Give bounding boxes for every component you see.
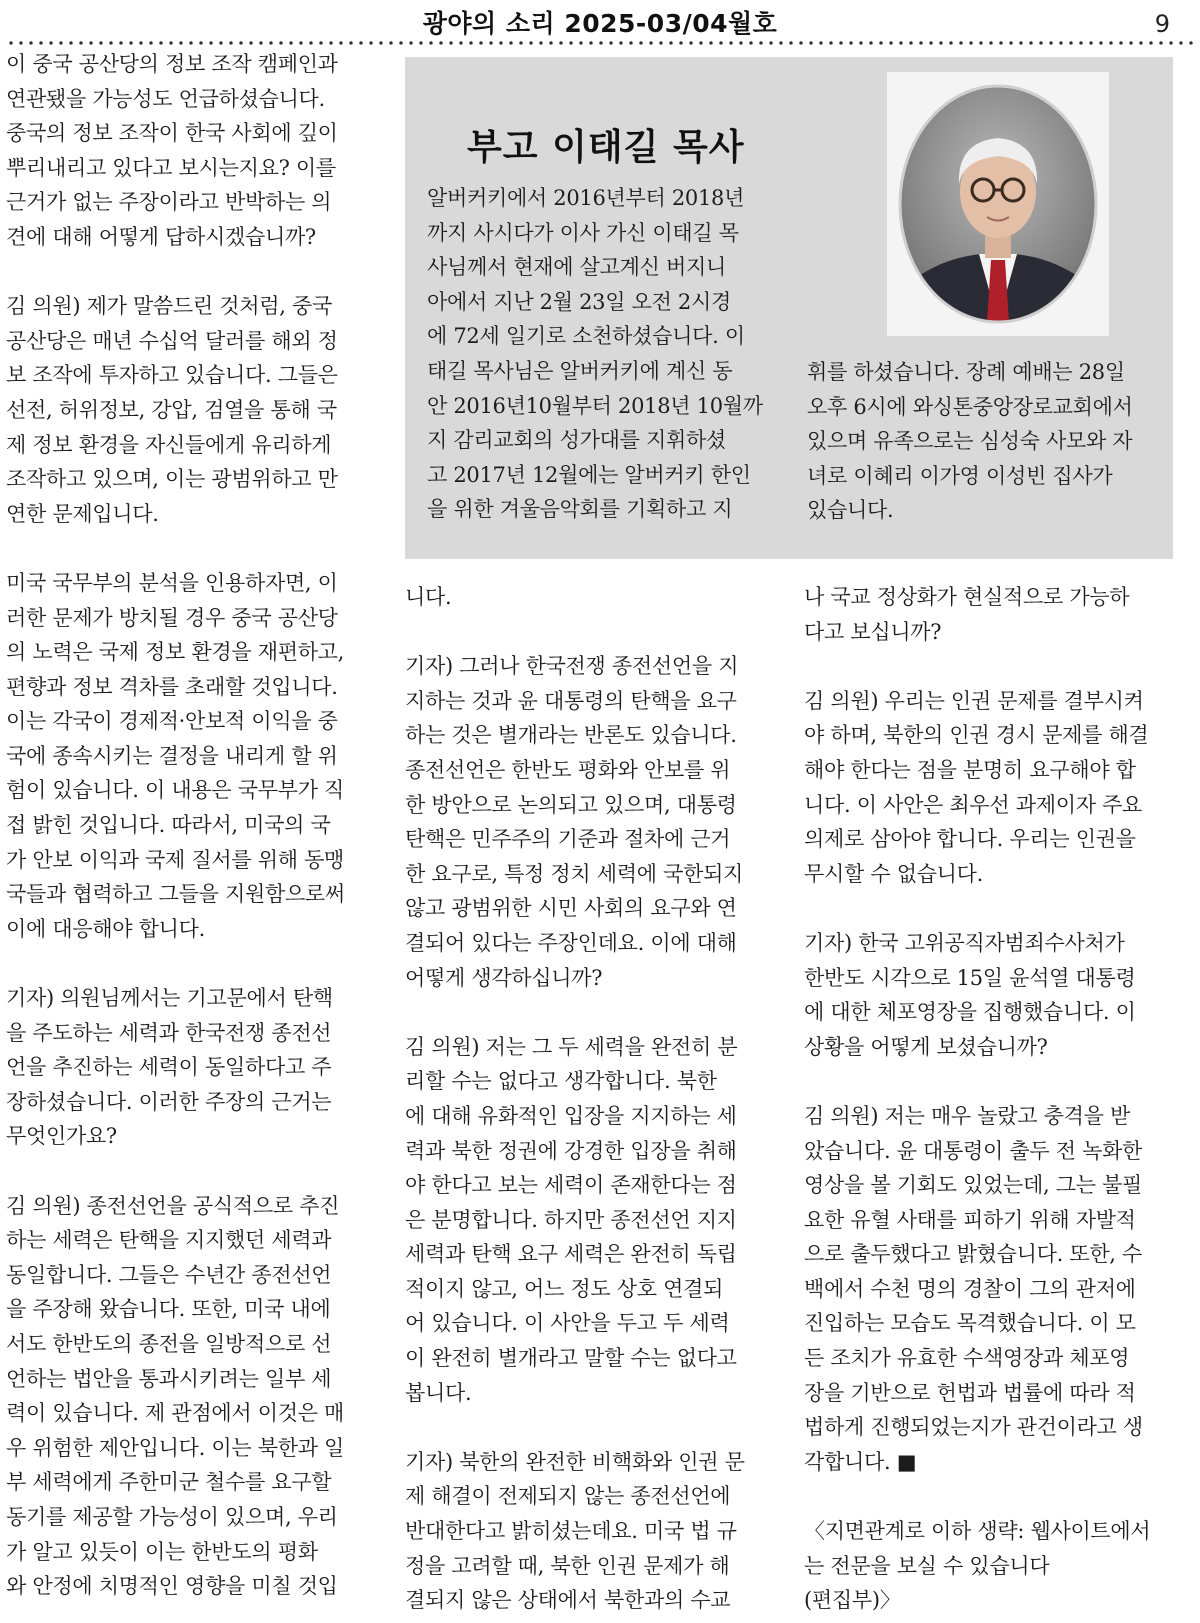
paragraph: [6, 47, 376, 255]
text-line: 에 대해 유화적인 입장을 지지하는 세: [405, 1103, 737, 1128]
text-line: 는 전문을 보실 수 있습니다: [804, 1553, 1050, 1578]
text-line: 제 해결이 전제되지 않는 종전선언에: [405, 1484, 731, 1509]
text-line: 진입하는 모습도 목격했습니다. 이 모: [804, 1311, 1136, 1336]
text-line: 가 안보 이익과 국제 질서를 위해 동맹: [6, 847, 345, 872]
newsletter-header-title: 광야의 소리 2025-03/04월호: [422, 9, 778, 38]
text-line: 김 의원) 종전선언을 공식적으로 추진: [6, 1193, 340, 1218]
text-line: 하는 세력은 탄핵을 지지했던 세력과: [6, 1228, 332, 1253]
text-line: 알버커키에서 2016년부터 2018년: [427, 186, 745, 210]
portrait-photo: [887, 72, 1109, 336]
text-line: 중국의 정보 조작이 한국 사회에 깊이: [6, 121, 338, 146]
text-line: 의제로 삼아야 합니다. 우리는 인권을: [804, 827, 1136, 852]
article-column-2: [405, 580, 780, 1623]
paragraph: [804, 926, 1189, 1064]
text-line: 니다.: [405, 585, 452, 609]
text-line: 지 감리교회의 성가대를 지휘하셨: [427, 428, 726, 453]
text-line: 견에 대해 어떻게 답하시겠습니까?: [6, 224, 316, 249]
text-line: 〈지면관계로 이하 생략: 웹사이트에서: [804, 1519, 1151, 1544]
paragraph: [405, 580, 780, 615]
text-line: 보 조작에 투자하고 있습니다. 그들은: [6, 363, 338, 388]
text-line: 동기를 제공할 가능성이 있으며, 우리: [6, 1504, 338, 1529]
text-line: 이 중국 공산당의 정보 조작 캠페인과: [6, 52, 338, 76]
paragraph: [6, 289, 376, 531]
text-line: 이에 대응해야 합니다.: [6, 916, 205, 941]
text-line: 의 노력은 국제 정보 환경을 재편하고,: [6, 640, 345, 665]
paragraph: [405, 1030, 780, 1411]
text-line: 리할 수는 없다고 생각합니다. 북한: [405, 1069, 717, 1094]
text-line: 야 하며, 북한의 인권 경시 문제를 해결: [804, 723, 1149, 748]
text-line: 으로 출두했다고 밝혔습니다. 또한, 수: [804, 1242, 1143, 1267]
text-line: 편향과 정보 격차를 초래할 것입니다.: [6, 674, 338, 699]
text-line: 적이지 않고, 어느 정도 상호 연결되: [405, 1276, 724, 1301]
text-line: 미국 국무부의 분석을 인용하자면, 이: [6, 570, 338, 595]
text-line: 우 위험한 제안입니다. 이는 북한과 일: [6, 1435, 345, 1460]
text-line: 김 의원) 저는 그 두 세력을 완전히 분: [405, 1034, 738, 1059]
paragraph: [804, 684, 1189, 892]
paragraph: [405, 1445, 780, 1618]
text-line: 선전, 허위정보, 강압, 검열을 통해 국: [6, 397, 337, 422]
text-line: 조작하고 있으며, 이는 광범위하고 만: [6, 467, 338, 492]
text-line: 국들과 협력하고 그들을 지원함으로써: [6, 882, 345, 907]
text-line: 국에 종속시키는 결정을 내리게 할 위: [6, 743, 338, 768]
text-line: 봅니다.: [405, 1380, 472, 1405]
text-line: 이는 각국이 경제적·안보적 이익을 중: [6, 709, 338, 734]
text-line: 요한 유혈 사태를 피하기 위해 자발적: [804, 1207, 1136, 1232]
text-line: 기자) 북한의 완전한 비핵화와 인권 문: [405, 1449, 745, 1474]
text-line: 공산당은 매년 수십억 달러를 해외 정: [6, 328, 338, 353]
text-line: 니다. 이 사안은 최우선 과제이자 주요: [804, 792, 1143, 817]
text-line: 야 한다고 보는 세력이 존재한다는 점: [405, 1173, 737, 1198]
paragraph: [6, 566, 376, 947]
text-line: 접 밝힌 것입니다. 따라서, 미국의 국: [6, 813, 331, 838]
text-line: 기자) 그러나 한국전쟁 종전선언을 지: [405, 654, 739, 679]
text-line: 한반도 시각으로 15일 윤석열 대통령: [804, 965, 1136, 990]
text-line: 력과 북한 정권에 강경한 입장을 취해: [405, 1138, 737, 1163]
text-line: 어 있습니다. 이 사안을 두고 두 세력: [405, 1311, 730, 1336]
article-column-3: [804, 580, 1189, 1623]
text-line: 뿌리내리고 있다고 보시는지요? 이를: [6, 155, 336, 180]
text-line: 있으며 유족으로는 심성숙 사모와 자: [807, 429, 1133, 454]
text-line: 사님께서 현재에 살고계신 버지니: [427, 255, 726, 280]
text-line: 휘를 하셨습니다. 장례 예배는 28일: [807, 360, 1125, 384]
text-line: 결되어 있다는 주장인데요. 이에 대해: [405, 930, 737, 955]
paragraph: [6, 1189, 376, 1604]
text-line: 기자) 의원님께서는 기고문에서 탄핵: [6, 986, 333, 1011]
text-line: 상황을 어떻게 보셨습니까?: [804, 1034, 1048, 1059]
obituary-box: [405, 57, 1173, 559]
text-line: 영상을 볼 기회도 있었는데, 그는 불필: [804, 1173, 1143, 1198]
text-line: 력이 있습니다. 제 관점에서 이것은 매: [6, 1401, 345, 1426]
text-line: 기자) 한국 고위공직자범죄수사처가: [804, 930, 1125, 955]
text-line: 험이 있습니다. 이 내용은 국무부가 직: [6, 778, 345, 803]
text-line: 나 국교 정상화가 현실적으로 가능하: [804, 585, 1130, 609]
text-line: 있습니다.: [807, 498, 894, 523]
text-line: 정을 고려할 때, 북한 인권 문제가 해: [405, 1553, 730, 1578]
text-line: 태길 목사님은 알버커키에 계신 동: [427, 358, 733, 383]
text-line: 백에서 수천 명의 경찰이 그의 관저에: [804, 1276, 1136, 1301]
text-line: 반대한다고 밝히셨는데요. 미국 법 규: [405, 1519, 737, 1544]
text-line: 김 의원) 저는 매우 놀랐고 충격을 받: [804, 1103, 1130, 1128]
text-line: 녀로 이혜리 이가영 이성빈 집사가: [807, 463, 1113, 488]
text-line: 에 대한 체포영장을 집행했습니다. 이: [804, 1000, 1136, 1025]
paragraph: [804, 1514, 1189, 1618]
text-line: 한 요구로, 특정 정치 세력에 국한되지: [405, 861, 744, 886]
text-line: 무시할 수 없습니다.: [804, 861, 984, 886]
text-line: 이 완전히 별개라고 말할 수는 없다고: [405, 1346, 737, 1371]
text-line: 지하는 것과 윤 대통령의 탄핵을 요구: [405, 688, 737, 713]
text-line: 각합니다. ■: [804, 1449, 917, 1474]
page-number: 9: [1154, 10, 1170, 38]
text-line: 든 조치가 유효한 수색영장과 체포영: [804, 1346, 1130, 1371]
text-line: 고 2017년 12월에는 알버커키 한인: [427, 462, 751, 487]
text-line: 러한 문제가 방치될 경우 중국 공산당: [6, 605, 338, 630]
article-column-1: [6, 47, 376, 1623]
text-line: 한 방안으로 논의되고 있으며, 대통령: [405, 792, 737, 817]
text-line: 언을 추진하는 세력이 동일하다고 주: [6, 1055, 332, 1080]
text-line: 종전선언은 한반도 평화와 안보를 위: [405, 757, 731, 782]
text-line: (편집부)〉: [804, 1588, 901, 1613]
text-line: 결되지 않은 상태에서 북한과의 수교: [405, 1588, 731, 1613]
text-line: 은 분명합니다. 하지만 종전선언 지지: [405, 1207, 737, 1232]
text-line: 탄핵은 민주주의 기준과 절차에 근거: [405, 827, 731, 852]
paragraph: [804, 1099, 1189, 1480]
text-line: 가 알고 있듯이 이는 한반도의 평화: [6, 1539, 318, 1564]
paragraph: [6, 981, 376, 1154]
text-line: 안 2016년10월부터 2018년 10월까: [427, 393, 763, 418]
text-line: 와 안정에 치명적인 영향을 미칠 것입: [6, 1574, 338, 1599]
text-line: 어떻게 생각하십니까?: [405, 965, 603, 990]
text-line: 김 의원) 제가 말씀드린 것처럼, 중국: [6, 294, 332, 319]
text-line: 에 72세 일기로 소천하셨습니다. 이: [427, 324, 745, 349]
paragraph: [405, 649, 780, 995]
text-line: 을 위한 겨울음악회를 기획하고 지: [427, 497, 733, 522]
text-line: 다고 보십니까?: [804, 619, 942, 644]
obituary-title: 부고 이태길 목사: [467, 127, 745, 168]
text-line: 장하셨습니다. 이러한 주장의 근거는: [6, 1089, 332, 1114]
text-line: 았습니다. 윤 대통령이 출두 전 녹화한: [804, 1138, 1143, 1163]
text-line: 부 세력에게 주한미군 철수를 요구할: [6, 1470, 332, 1495]
text-line: 까지 사시다가 이사 가신 이태길 목: [427, 220, 739, 245]
text-line: 연한 문제입니다.: [6, 501, 159, 526]
text-line: 을 주장해 왔습니다. 또한, 미국 내에: [6, 1297, 331, 1322]
text-line: 법하게 진행되었는지가 관건이라고 생: [804, 1415, 1143, 1440]
text-line: 아에서 지난 2월 23일 오전 2시경: [427, 289, 731, 314]
portrait-image: [887, 72, 1109, 336]
text-line: 연관됐을 가능성도 언급하셨습니다.: [6, 86, 325, 111]
text-line: 세력과 탄핵 요구 세력은 완전히 독립: [405, 1242, 737, 1267]
text-line: 제 정보 환경을 자신들에게 유리하게: [6, 432, 332, 457]
text-line: 을 주도하는 세력과 한국전쟁 종전선: [6, 1020, 332, 1045]
paragraph: [804, 580, 1189, 649]
text-line: 서도 한반도의 종전을 일방적으로 선: [6, 1331, 332, 1356]
obituary-text-left: [427, 181, 777, 527]
obituary-text-right: [807, 355, 1167, 528]
text-line: 장을 기반으로 헌법과 법률에 따라 적: [804, 1380, 1136, 1405]
text-line: 무엇인가요?: [6, 1124, 117, 1149]
text-line: 하는 것은 별개라는 반론도 있습니다.: [405, 723, 737, 748]
text-line: 언하는 법안을 통과시키려는 일부 세: [6, 1366, 332, 1391]
text-line: 근거가 없는 주장이라고 반박하는 의: [6, 190, 332, 215]
text-line: 김 의원) 우리는 인권 문제를 결부시켜: [804, 688, 1144, 713]
text-line: 동일합니다. 그들은 수년간 종전선언: [6, 1262, 332, 1287]
dotted-divider: [6, 40, 1194, 46]
text-line: 오후 6시에 와싱톤중앙장로교회에서: [807, 394, 1133, 419]
text-line: 해야 한다는 점을 분명히 요구해야 합: [804, 757, 1136, 782]
text-line: 않고 광범위한 시민 사회의 요구와 연: [405, 896, 737, 921]
